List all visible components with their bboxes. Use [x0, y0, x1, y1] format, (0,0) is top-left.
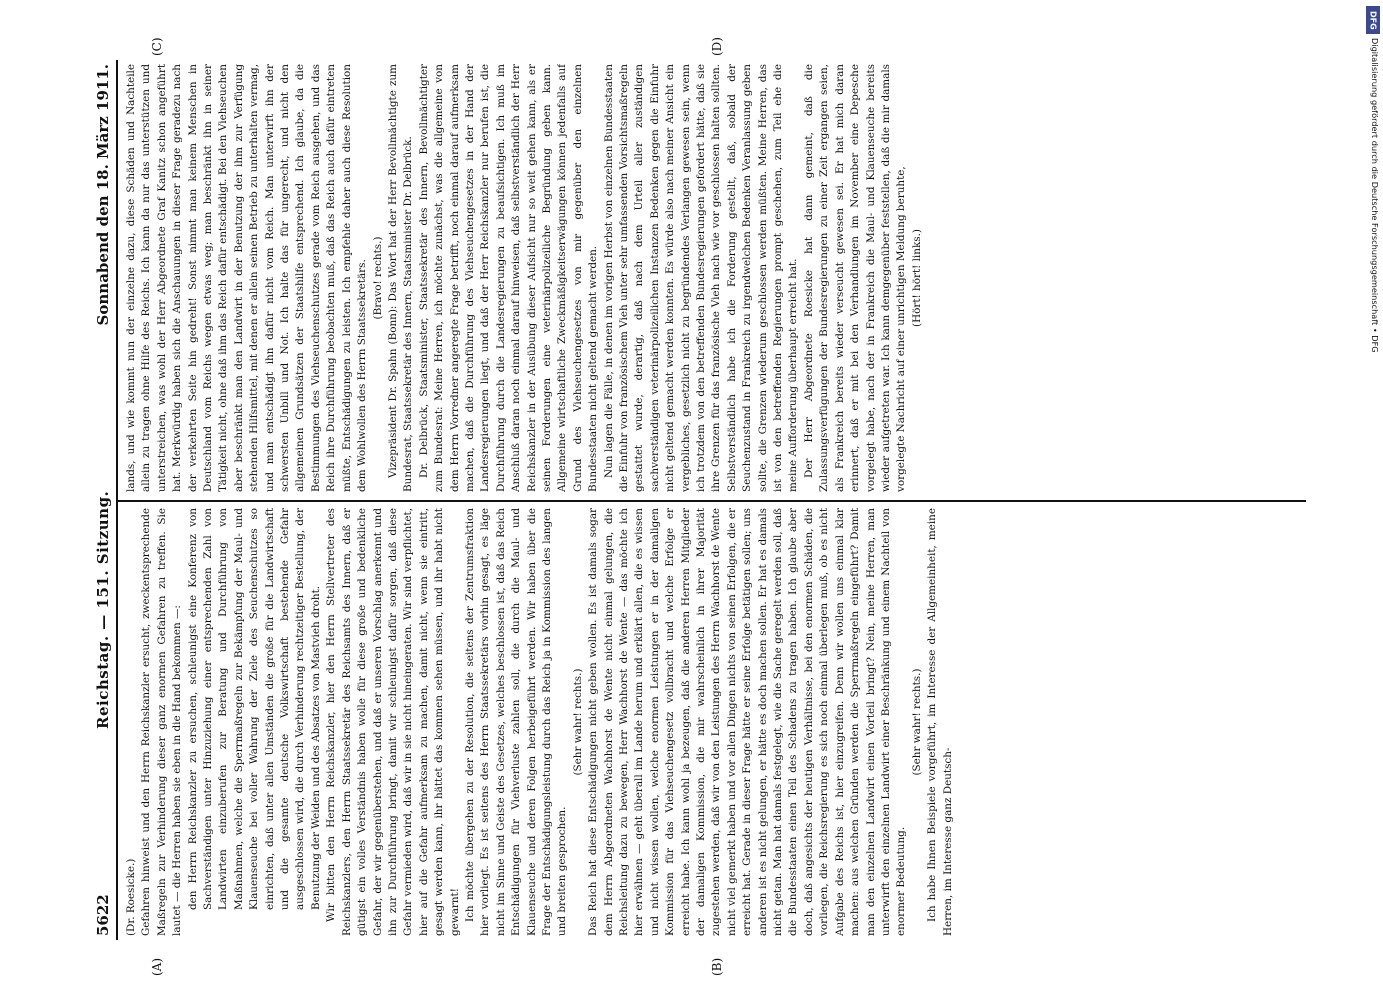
- page-date: Sonnabend den 18. März 1911.: [94, 64, 112, 326]
- marker-c: (C): [150, 37, 164, 56]
- page-header: [70, 60, 112, 940]
- marker-a: (A): [150, 957, 164, 976]
- page-title: Reichstag. — 151. Sitzung.: [94, 490, 112, 729]
- paragraph: Gefahren hinweist und den Herrn Reichskanzler ersucht, zweckentsprechende Maßregeln zur Verhinderung dieser ganz enormen Gefahren zu treffen. Sie lautet — die Herren haben sie eben in die Hand bekommen —:: [140, 508, 184, 936]
- paragraph: lands, und wie kommt nun der einzelne dazu, diese Schäden und Nachteile allein zu tragen ohne Hilfe des Reichs. Ich kann da nur das unterstützen und unterstreichen, was wohl der Herr Abgeordnete Graf Kanitz schon angeführt hat. Merkwürdig haben sich die Anschauungen in dieser Frage geradezu nach der verkehrten Seite hin gedreht! Sonst nimmt man keinem Menschen in Deutschland vom Reichs wegen etwas weg; man beschränkt ihn in seiner Tätigkeit nicht, ohne daß ihm das Reich dafür entschädigt. Bei den Viehseuchen aber beschränkt man den Landwirt in der Benutzung der ihm zur Verfügung stehenden Hilfsmittel, mit denen er allein seinen Betrieb zu unterhalten vermag, und man entschädigt ihn dafür nicht vom Reich. Man unterwirft ihn der schwersten Unbill und Not. Ich halte das für ungerecht, und nicht den allgemeinen Grundsätzen der Staatshilfe entsprechend. Ich glaube, da die Bestimmungen des Viehseuchenschutzes gerade vom Reich ausgehen, und das Reich ihre Durchführung beobachten muß, daß das Reich auch dafür eintreten müßte, Entschädigungen zu leisten. Ich empfehle daher auch diese Resolution dem Wohlwollen des Herrn Staatssekretärs.: [125, 64, 369, 492]
- paragraph: Das Reich hat diese Entschädigungen nicht geben wollen. Es ist damals sogar dem Herrn Abgeordneten Wachhorst de Wente nicht einmal gelungen, die Reichsleitung dazu zu bewegen, Herr Wachhorst de Wente — das möchte ich hier erwähnen — geht überall im Lande herum und erklärt allen, die es wissen und nicht wissen wollen, welche enormen Leistungen er in der damaligen Kommission für das Viehseuchengesetz vollbracht und welche Erfolge er erreicht habe. Ich kann wohl ja bezeugen, daß die anderen Herren Mitglieder der damaligen Kommission, die mir wahrscheinlich in ihrer Majorität zugestehen werden, daß wir von den Leistungen des Herrn Wachhorst de Wente nicht viel gemerkt haben und vor allen Dingen nichts von seinen Erfolgen, die er erreicht hat. Gerade in dieser Frage hätte er seine Erfolge betätigen sollen; uns anderen ist es nicht gelungen, er hätte es doch machen sollen. Er hat es damals nicht getan. Man hat damals festgelegt, wie die Sache geregelt werden soll, daß die Bundesstaaten einen Teil des Schadens zu tragen haben. Ich glaube aber doch, daß angesichts der heutigen Verhältnisse, bei den enormen Schäden, die vorliegen, die Reichsregierung es sich noch einmal überlegen muß, ob es nicht Aufgabe des Reichs ist, hier einzugreifen. Denn wir wollen uns einmal klar machen: aus welchen Gründen werden die Sperrmaßregeln eingeführt? Damit man den einzelnen Landwirt einen Vorteil bringt? Nein, meine Herren, man unterwirft den einzelnen Landwirt einer Beschränkung und einem Nachteil von enormer Bedeutung.: [587, 508, 908, 936]
- paragraph: Der Herr Abgeordnete Roesicke hat dann gemeint, daß die Zulassungsverfügungen der Bundesregierungen zu einer Zeit ergangen seien, als Frankreich bereits wieder verseucht gewesen sei. Er hat mich daran erinnert, daß er mit bei den Verhandlungen im November eine Depesche vorgelegt habe, nach der in Frankreich die Maul- und Klauenseuche bereits wieder aufgetreten war. Ich kann demgegenüber feststellen, daß die mir damals vorgelegte Nachricht auf einer unrichtigen Meldung beruhte,: [802, 64, 908, 492]
- dfg-logo: DFG: [1366, 6, 1380, 34]
- resolution-quote: den Herrn Reichskanzler zu ersuchen, schleunigst eine Konferenz von Sachverständigen unter Hinzuziehung einer entsprechenden Zahl von Landwirten einzuberufen zur Beratung und Durchführung von Maßnahmen, welche die Sperrmaßregeln zur Bekämpfung der Maul- und Klauenseuche bei voller Wahrung der Ziele des Seuchenschutzes so einrichten, daß unter allen Umständen die große für die Landwirtschaft und die gesamte deutsche Volkswirtschaft bestehende Gefahr ausgeschlossen wird, die durch Verhinderung rechtzeitiger Bestellung, der Benutzung der Weiden und des Absatzes von Mastvieh droht.: [186, 508, 322, 910]
- paragraph: Ich möchte übergehen zu der Resolution, die seitens der Zentrumsfraktion hier vorliegt. Es ist seitens des Herrn Staatssekretärs vorhin gesagt, es läge nicht im Sinne und Geiste des Gesetzes, welches beschlossen ist, daß das Reich Entschädigungen für Viehverluste zahlen soll, die durch die Maul- und Klauenseuche und deren Folgen herbeigeführt werden. Wir haben über die Frage der Entschädigungsleistung durch das Reich ja in Kommission des langen und breiten gesprochen.: [463, 508, 569, 936]
- speaker-tag: (Dr. Roesicke.): [125, 858, 137, 936]
- newspaper-page: [70, 37, 1310, 976]
- interjection: (Bravo! rechts.): [371, 236, 384, 320]
- marker-d: (D): [710, 37, 724, 56]
- digitization-sidebar: [1366, 6, 1380, 666]
- paragraph: Vizepräsident Dr. Spahn (Bonn): Das Wort hat der Herr Bevollmächtigte zum Bundesrat, Staatssekretär des Innern, Staatsminister Dr. Delbrück.: [386, 64, 415, 492]
- marker-b: (B): [710, 957, 724, 976]
- paragraph: Ich habe Ihnen Beispiele vorgeführt, im Interesse der Allgemeinheit, meine Herren, im Interesse ganz Deutsch-: [926, 508, 954, 936]
- paragraph: Wir bitten den Herrn Reichskanzler, hier den Herrn Stellvertreter des Reichskanzlers, den Herrn Staatssekretär des Reichsamts des Innern, daß er gütigst ein volles Verständnis haben wolle für diese große und bedenkliche Gefahr, der wir gegenüberstehen, und daß er unseren Vorschlag anerkennt und ihn zur Durchführung bringt, damit wir schleunigst dafür sorgen, daß diese Gefahr vermieden wird, daß wir in sie nicht hineingeraten. Wir sind verpflichtet, hier auf die Gefahr aufmerksam zu machen, damit nicht, wenn sie eintritt, gesagt werden kann, ihr hättet das kommen sehen müssen, und ihr habt nicht gewarnt!: [325, 508, 461, 936]
- paragraph: Dr. Delbrück, Staatsminister, Staatssekretär des Innern, Bevollmächtigter zum Bundesrat: Meine Herren, ich möchte zunächst, was die allgemeine von dem Herrn Vorredner angeregte Frage betrifft, noch einmal darauf aufmerksam machen, daß die Durchführung des Viehseuchengesetzes in der Hand der Landesregierungen liegt, und daß der Herr Reichskanzler nur berufen ist, die Durchführung durch die Landesregierungen zu beaufsichtigen. Ich muß im Anschluß daran noch einmal darauf hinweisen, daß selbstverständlich der Herr Reichskanzler in der Ausübung dieser Aufsicht nur so weit gehen kann, als er seinen Forderungen eine veterinärpolizeiliche Begründung geben kann. Allgemeine wirtschaftliche Zweckmäßigkeitserwägungen können jedenfalls auf Grund des Viehseuchengesetzes von mir gegenüber den einzelnen Bundesstaaten nicht geltend gemacht werden.: [417, 64, 600, 492]
- page-number: 5622: [94, 894, 112, 936]
- column-rule: [118, 500, 1306, 502]
- left-column: [124, 508, 1304, 936]
- interjection: (Sehr wahr! rechts.): [571, 668, 584, 776]
- paragraph: Nun lagen die Fälle, in denen im vorigen Herbst von einzelnen Bundesstaaten die Einfuhr von französischem Vieh unter sehr umfassenden Vorsichtsmaßregeln gestattet wurde, derartig, daß nach dem Urteil aller zuständigen sachverständigen veterinärpolizeilichen Instanzen Bedenken gegen die Einfuhr nicht geltend gemacht werden konnten. Es würde also nach meiner Ansicht ein vergebliches, gesetzlich nicht zu begründendes Verlangen gewesen sein, wenn ich trotzdem von den betreffenden Bundesregierungen gefordert hätte, daß sie ihre Grenzen für das französische Vieh nach wie vor geschlossen halten sollten. Selbstverständlich habe ich die Forderung gestellt, daß, sobald der Seuchenzustand in Frankreich zu irgendwelchen Bedenken Veranlassung geben sollte, die Grenzen wiederum geschlossen werden müßten. Meine Herren, das ist von den betreffenden Regierungen prompt geschehen, zum Teil ehe die meine Aufforderung überhaupt erreicht hat.: [602, 64, 800, 492]
- interjection: (Hört! hört! links.): [910, 229, 923, 327]
- digitization-credit: Digitalisierung gefördert durch die Deutsche Forschungsgemeinschaft • DFG: [1370, 38, 1380, 353]
- interjection: (Sehr wahr! rechts.): [910, 668, 923, 776]
- right-column: [124, 64, 1304, 492]
